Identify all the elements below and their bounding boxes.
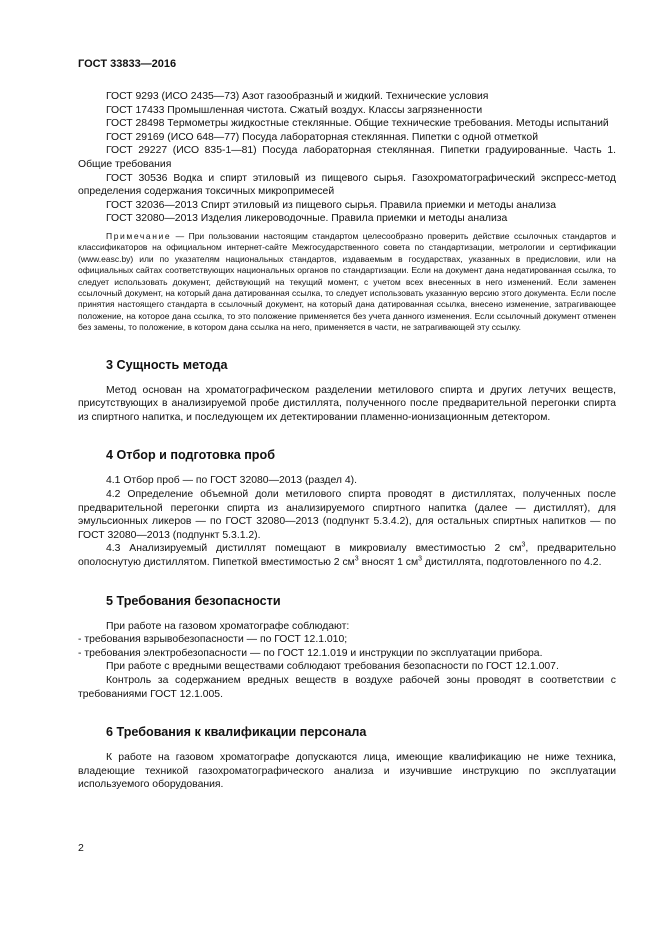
- section-4-title: 4 Отбор и подготовка проб: [106, 448, 275, 463]
- section-5-list-item: - требования электробезопасности — по ГОСТ 12.1.019 и инструкции по эксплуатации прибора.: [78, 647, 543, 659]
- superscript: 3: [354, 555, 359, 563]
- reference-item: ГОСТ 28498 Термометры жидкостные стеклянные. Общие технические требования. Методы испытаний: [106, 118, 609, 130]
- text-fragment: , предварительно ополоснутую дистиллятом. Пипеткой вместимостью 2 см: [78, 543, 616, 568]
- reference-item: ГОСТ 17433 Промышленная чистота. Сжатый воздух. Классы загрязненности: [106, 104, 483, 116]
- text-fragment: 4.3 Анализируемый дистиллят помещают в микровиалу вместимостью 2 см: [106, 543, 522, 555]
- section-4-2: 4.2 Определение объемной доли метилового спирта проводят в дистиллятах, полученных после предварительной перегонки спирта из анализируемого спиртного напитка (далее — дистиллят), для эмульсионных ликеров — по ГОСТ 32080—2013 (подпункт 5.3.4.2), для остальных спиртных напитков — по ГОСТ 32080—2013 (подпункт 5.3.1.2).: [78, 488, 616, 541]
- note-text: — При пользовании настоящим стандартом целесообразно проверить действие ссылочных стандартов и классификаторов на официальном интернет-сайте Межгосударственного совета по стандартизации, метрологии и сертификации (www.easc.by) или по указателям национальных стандартов, издаваемым в государствах, указанных в предисловии, или на официальных сайтах соответствующих национальных органов по стандартизации. Если на документ дана недатированная ссылка, то следует использовать документ, действующий на текущий момент, с учетом всех внесенных в него изменений. Если заменен ссылочный документ, на который дана датированная ссылка, то следует использовать указанную версию этого документа. Если после принятия настоящего стандарта в ссылочный документ, на который дана датированная ссылка, внесено изменение, затрагивающее положение, на которое дана ссылка, то это положение применяется без учета данного изменения. Если ссылочный документ отменен без замены, то положение, в котором дана ссылка на него, применяется в части, не затрагивающей эту ссылку.: [78, 230, 616, 333]
- superscript: 3: [521, 541, 526, 549]
- note-paragraph: [78, 231, 616, 334]
- text-fragment: вносят 1 см: [358, 556, 419, 568]
- reference-item: ГОСТ 9293 (ИСО 2435—73) Азот газообразный и жидкий. Технические условия: [106, 91, 489, 102]
- section-3-title: 3 Сущность метода: [106, 357, 228, 372]
- reference-item: ГОСТ 32080—2013 Изделия ликероводочные. Правила приемки и методы анализа: [106, 213, 508, 225]
- section-5-paragraph: Контроль за содержанием вредных веществ в воздухе рабочей зоны проводят в соответствии с требованиями ГОСТ 12.1.005.: [78, 674, 616, 700]
- section-4-1: 4.1 Отбор проб — по ГОСТ 32080—2013 (раздел 4).: [106, 475, 357, 487]
- reference-item: ГОСТ 29227 (ИСО 835-1—81) Посуда лабораторная стеклянная. Пипетки градуированные. Часть 1. Общие требования: [78, 145, 616, 170]
- note-block: [78, 231, 616, 334]
- section-4-3: [78, 542, 616, 569]
- section-5-list-item: - требования взрывобезопасности — по ГОСТ 12.1.010;: [78, 634, 348, 646]
- superscript: 3: [418, 555, 423, 563]
- section-5-intro: При работе на газовом хроматографе соблюдают:: [106, 620, 350, 632]
- reference-item: ГОСТ 29169 (ИСО 648—77) Посуда лабораторная стеклянная. Пипетки с одной отметкой: [106, 131, 539, 143]
- page-content: [78, 90, 616, 792]
- doc-code-header: ГОСТ 33833—2016: [78, 58, 177, 70]
- section-5-title: 5 Требования безопасности: [106, 593, 281, 608]
- text-fragment: дистиллята, подготовленного по 4.2.: [422, 556, 602, 568]
- section-6-title: 6 Требования к квалификации персонала: [106, 725, 367, 740]
- section-6-text: К работе на газовом хроматографе допускаются лица, имеющие квалификацию не ниже техника, владеющие техникой газохроматографического анализа и изучившие инструкцию по эксплуатации используемого оборудования.: [78, 752, 616, 791]
- references-list: [78, 90, 616, 226]
- section-5-paragraph: При работе с вредными веществами соблюдают требования безопасности по ГОСТ 12.1.007.: [106, 661, 559, 673]
- page-number: 2: [78, 842, 84, 854]
- note-label: Примечание: [106, 230, 172, 241]
- reference-item: ГОСТ 30536 Водка и спирт этиловый из пищевого сырья. Газохроматографический экспресс-метод определения содержания токсичных микропримесей: [78, 172, 616, 198]
- section-3-text: Метод основан на хроматографическом разделении метилового спирта и других летучих веществ, присутствующих в анализируемой пробе дистиллята, полученного после предварительной перегонки спирта из спиртного напитка, и последующем их детектировании пламенно-ионизационным детектором.: [78, 384, 616, 423]
- reference-item: ГОСТ 32036—2013 Спирт этиловый из пищевого сырья. Правила приемки и методы анализа: [106, 199, 557, 211]
